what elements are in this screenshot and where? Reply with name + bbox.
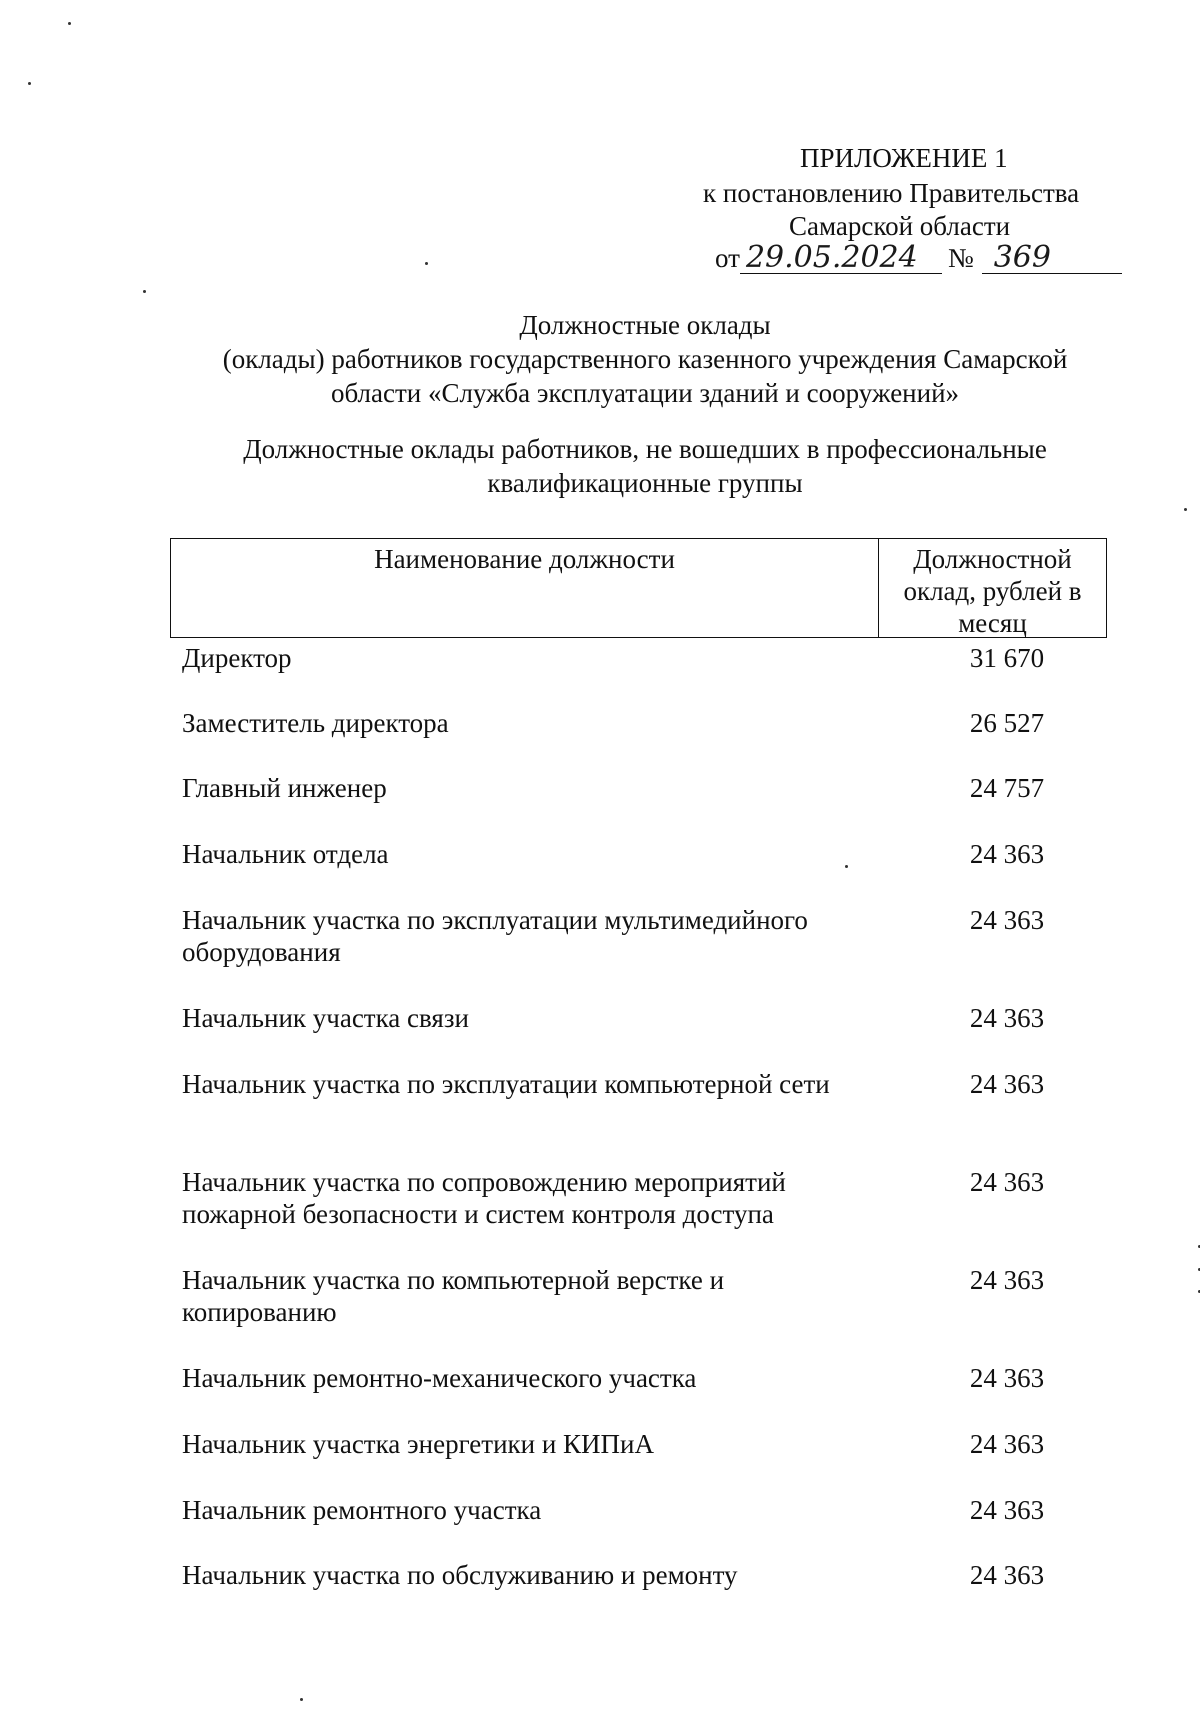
appendix-region-line: Самарской области	[789, 211, 1011, 241]
document-title	[150, 308, 1140, 410]
salary-value: 24 363	[969, 1560, 1045, 1590]
position-name: Главный инженер	[182, 773, 387, 803]
salary-value: 24 363	[969, 905, 1045, 935]
position-name: Начальник отдела	[182, 839, 389, 869]
position-name: Директор	[182, 643, 292, 673]
scan-speck	[143, 290, 146, 293]
salary-value: 31 670	[969, 643, 1045, 673]
salary-value: 24 757	[969, 773, 1045, 803]
position-name: Начальник участка по обслуживанию и ремонту	[182, 1560, 738, 1590]
salary-value: 24 363	[969, 1167, 1045, 1197]
position-name: Начальник ремонтного участка	[182, 1495, 542, 1525]
appendix-date-number-line	[715, 242, 1122, 274]
title-line: Должностные оклады	[519, 310, 771, 340]
number-sign: №	[947, 243, 974, 273]
appendix-resolution-line: к постановлению Правительства	[703, 178, 1080, 208]
document-subtitle	[150, 432, 1140, 500]
scan-speck	[1184, 508, 1187, 511]
title-line: области «Служба эксплуатации зданий и сооружений»	[330, 378, 960, 408]
header-salary-line: месяц	[958, 608, 1027, 638]
subtitle-line: Должностные оклады работников, не вошедших в профессиональные	[243, 434, 1047, 464]
salary-value: 24 363	[969, 1429, 1045, 1459]
salary-value: 24 363	[969, 839, 1045, 869]
position-name: Заместитель директора	[182, 708, 449, 738]
handwritten-number: 369	[982, 243, 1122, 274]
salary-value: 24 363	[969, 1265, 1045, 1295]
title-line: (оклады) работников государственного казенного учреждения Самарской	[222, 344, 1068, 374]
position-name: Начальник участка по сопровождению мероприятий пожарной безопасности и систем контроля доступа	[182, 1167, 786, 1229]
position-name: Начальник участка по эксплуатации мультимедийного оборудования	[182, 905, 808, 967]
handwritten-date: 29.05.2024	[740, 243, 942, 274]
scan-speck	[68, 22, 71, 25]
header-salary	[879, 539, 1106, 637]
salary-value: 24 363	[969, 1069, 1045, 1099]
scan-speck	[845, 865, 848, 868]
salary-value: 24 363	[969, 1495, 1045, 1525]
position-name: Начальник участка энергетики и КИПиА	[182, 1429, 654, 1459]
header-salary-line: Должностной	[913, 544, 1072, 574]
scan-speck	[28, 82, 31, 85]
position-name: Начальник участка по компьютерной верстке и копированию	[182, 1265, 725, 1327]
salary-value: 24 363	[969, 1363, 1045, 1393]
position-name: Начальник ремонтно-механического участка	[182, 1363, 697, 1393]
header-salary-line: оклад, рублей в	[903, 576, 1082, 606]
subtitle-line: квалификационные группы	[487, 468, 803, 498]
position-name: Начальник участка по эксплуатации компьютерной сети	[182, 1069, 830, 1099]
table-header	[170, 538, 1107, 638]
header-position-name: Наименование должности	[171, 539, 879, 637]
scan-speck	[300, 1698, 303, 1701]
salary-value: 24 363	[969, 1003, 1045, 1033]
scan-speck	[425, 262, 428, 265]
appendix-title: ПРИЛОЖЕНИЕ 1	[800, 143, 1008, 173]
from-prefix: от	[715, 243, 740, 273]
salary-value: 26 527	[969, 708, 1045, 738]
position-name: Начальник участка связи	[182, 1003, 469, 1033]
